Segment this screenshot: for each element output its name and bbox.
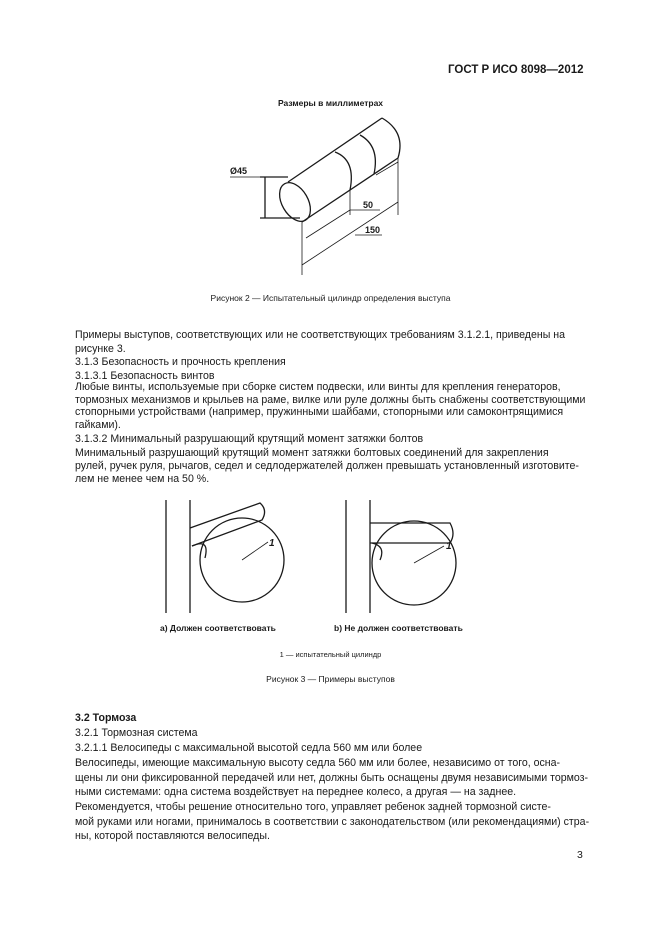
- paragraph-line: щены ли они фиксированной передачей или нет, должны быть оснащены двумя независимыми тормоз-: [75, 772, 589, 784]
- paragraph-line: Примеры выступов, соответствующих или не соответствующих требованиям 3.1.2.1, приведены на: [75, 329, 565, 341]
- paragraph-line: Минимальный разрушающий крутящий момент затяжки болтовых соединений для закрепления: [75, 447, 549, 459]
- heading-3-2: 3.2 Тормоза: [75, 712, 137, 724]
- document-header: ГОСТ Р ИСО 8098—2012: [448, 64, 584, 76]
- figure3-caption: Рисунок 3 — Примеры выступов: [266, 674, 395, 684]
- paragraph-line: лем не менее чем на 50 %.: [75, 473, 210, 485]
- paragraph-line: Рекомендуется, чтобы решение относительно того, управляет ребенок задней тормозной систе-: [75, 801, 551, 813]
- figure3-protrusion-drawing: [150, 498, 510, 618]
- heading-3-2-1-1: 3.2.1.1 Велосипеды с максимальной высотой седла 560 мм или более: [75, 742, 423, 754]
- figure2-caption: Рисунок 2 — Испытательный цилиндр определения выступа: [210, 293, 451, 303]
- figure3-subcaption-a: а) Должен соответствовать: [160, 623, 276, 633]
- paragraph-line: Любые винты, используемые при сборке систем подвески, или винты для крепления генераторов,: [75, 381, 561, 393]
- heading-3-1-3: 3.1.3 Безопасность и прочность крепления: [75, 356, 286, 368]
- figure2-cylinder-drawing: [210, 110, 430, 280]
- paragraph-line: стопорными устройствами (например, пружинными шайбами, стопорными или самоконтрящимися: [75, 406, 564, 418]
- paragraph-line: рулей, ручек руля, рычагов, седел и седлодержателей должен превышать установленный изготовите-: [75, 460, 579, 472]
- dim-150-label: 150: [365, 225, 381, 235]
- heading-3-2-1: 3.2.1 Тормозная система: [75, 727, 198, 739]
- paragraph-line: тормозных механизмов и крыльев на раме, вилке или руле должны быть снабжены соответствующими: [75, 394, 586, 406]
- paragraph-line: ными системами: одна система воздействует на переднее колесо, а другая — на заднее.: [75, 786, 517, 798]
- paragraph-line: мой руками или ногами, принималось в соответствии с законодательством (или рекомендациями) стра-: [75, 816, 590, 828]
- paragraph-line: ны, которой поставляются велосипеды.: [75, 830, 270, 842]
- paragraph-line: Велосипеды, имеющие максимальную высоту седла 560 мм или более, независимо от того, осна-: [75, 757, 561, 769]
- dim-50-label: 50: [363, 200, 374, 210]
- dim-diameter-label: Ø45: [230, 166, 248, 176]
- marker-1-b: 1: [446, 541, 452, 552]
- heading-3-1-3-1: 3.1.3.1 Безопасность винтов: [75, 370, 215, 382]
- paragraph-line: рисунке 3.: [75, 343, 126, 355]
- paragraph-line: гайками).: [75, 419, 121, 431]
- page-number: 3: [577, 849, 583, 861]
- figure2-units-note: Размеры в миллиметрах: [277, 98, 384, 108]
- figure3-subcaption-b: b) Не должен соответствовать: [334, 623, 463, 633]
- marker-1-a: 1: [269, 538, 275, 549]
- figure3-legend: 1 — испытательный цилиндр: [279, 650, 382, 659]
- heading-3-1-3-2: 3.1.3.2 Минимальный разрушающий крутящий момент затяжки болтов: [75, 433, 424, 445]
